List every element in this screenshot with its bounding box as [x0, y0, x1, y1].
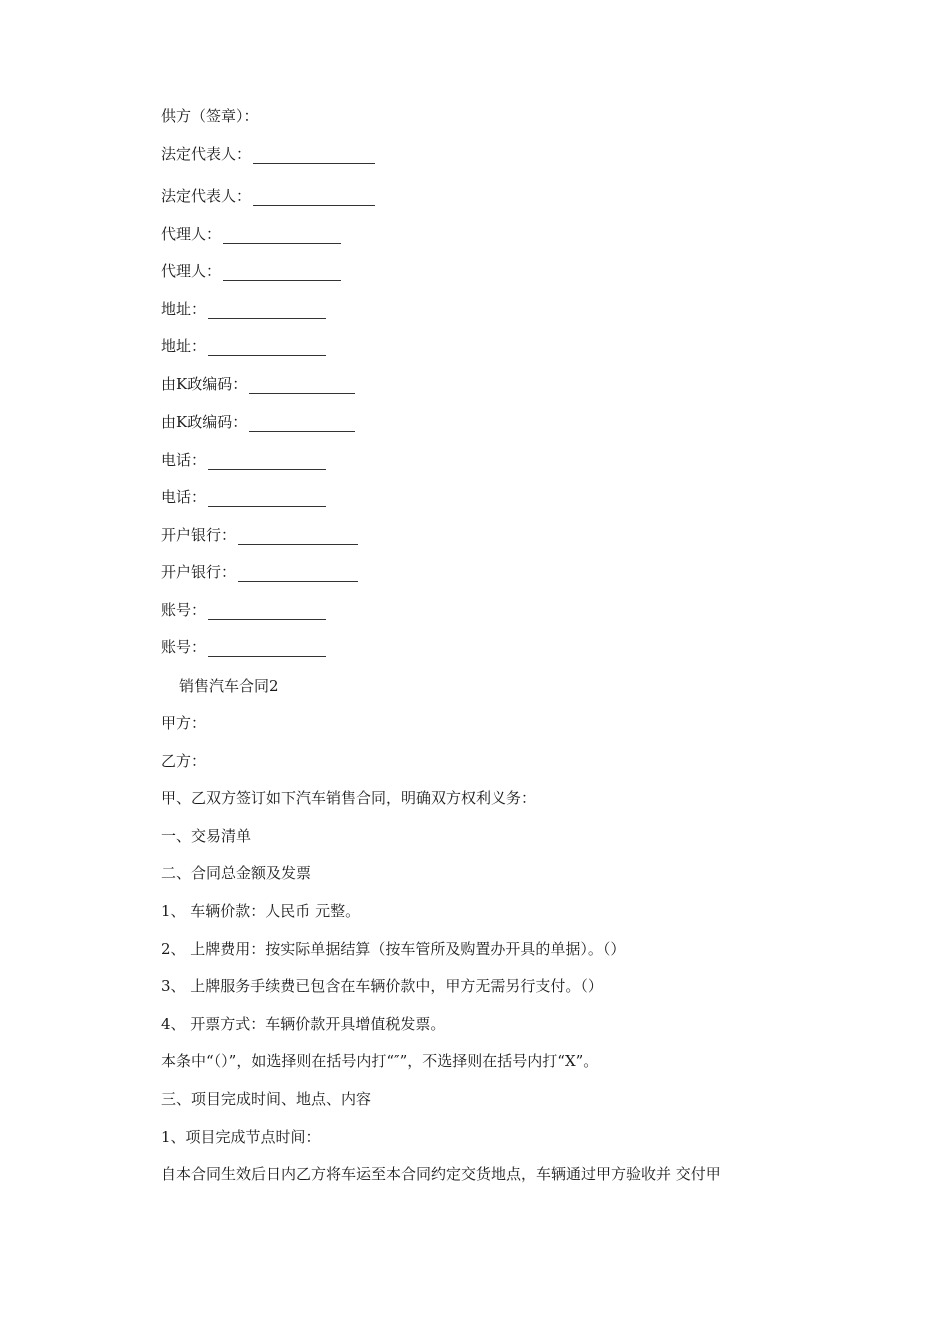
postcode-field [161, 412, 355, 432]
section-heading: 一、交易清单 [161, 827, 252, 845]
legal-rep-field [161, 144, 375, 164]
field-label: 电话： [161, 451, 207, 469]
body-paragraph: 自本合同生效后日内乙方将车运至本合同约定交货地点，车辆通过甲方验收并 交付甲 [161, 1165, 721, 1183]
fill-blank [238, 529, 358, 545]
phone-field [161, 450, 326, 470]
agent-field [161, 261, 341, 281]
field-label: 开户银行： [161, 563, 237, 581]
clause-item: 4、 开票方式：车辆价款开具增值税发票。 [161, 1015, 446, 1033]
bank-field [161, 562, 358, 582]
contract-title: 销售汽车合同2 [179, 677, 279, 695]
fill-blank [253, 190, 375, 206]
fill-blank [249, 416, 355, 432]
field-label: 由K政编码： [161, 375, 248, 393]
section-heading: 三、项目完成时间、地点、内容 [161, 1090, 372, 1108]
phone-field [161, 487, 326, 507]
field-label: 代理人： [161, 262, 222, 280]
fill-blank [223, 228, 341, 244]
clause-item: 2、 上牌费用：按实际单据结算（按车管所及购置办开具的单据）。（） [161, 940, 626, 958]
field-label: 地址： [161, 300, 207, 318]
fill-blank [208, 454, 326, 470]
fill-blank [208, 604, 326, 620]
fill-blank [223, 265, 341, 281]
field-label: 法定代表人： [161, 187, 252, 205]
fill-blank [208, 491, 326, 507]
fill-blank [208, 641, 326, 657]
subsection-heading: 1、项目完成节点时间： [161, 1128, 321, 1146]
intro-paragraph: 甲、乙双方签订如下汽车销售合同，明确双方权利义务： [161, 789, 537, 807]
address-field [161, 336, 326, 356]
fill-blank [253, 148, 375, 164]
agent-field [161, 224, 341, 244]
field-label: 由K政编码： [161, 413, 248, 431]
fill-blank [238, 566, 358, 582]
legal-rep-field [161, 186, 375, 206]
address-field [161, 299, 326, 319]
postcode-field [161, 374, 355, 394]
field-label: 开户银行： [161, 526, 237, 544]
field-label: 账号： [161, 638, 207, 656]
field-label: 代理人： [161, 225, 222, 243]
section-heading: 二、合同总金额及发票 [161, 864, 312, 882]
field-label: 电话： [161, 488, 207, 506]
fill-blank [208, 303, 326, 319]
fill-blank [249, 378, 355, 394]
account-field [161, 637, 326, 657]
note-paragraph: 本条中“（）”，如选择则在括号内打“″”，不选择则在括号内打“X”。 [161, 1052, 599, 1070]
supplier-sign-label: 供方（签章）： [161, 107, 259, 125]
field-label: 法定代表人： [161, 145, 252, 163]
field-label: 账号： [161, 601, 207, 619]
clause-item: 3、 上牌服务手续费已包含在车辆价款中，甲方无需另行支付。（） [161, 977, 603, 995]
clause-item: 1、 车辆价款：人民币 元整。 [161, 902, 361, 920]
fill-blank [208, 340, 326, 356]
field-label: 地址： [161, 337, 207, 355]
party-a: 甲方： [161, 714, 207, 732]
account-field [161, 600, 326, 620]
party-b: 乙方： [161, 752, 207, 770]
bank-field [161, 525, 358, 545]
